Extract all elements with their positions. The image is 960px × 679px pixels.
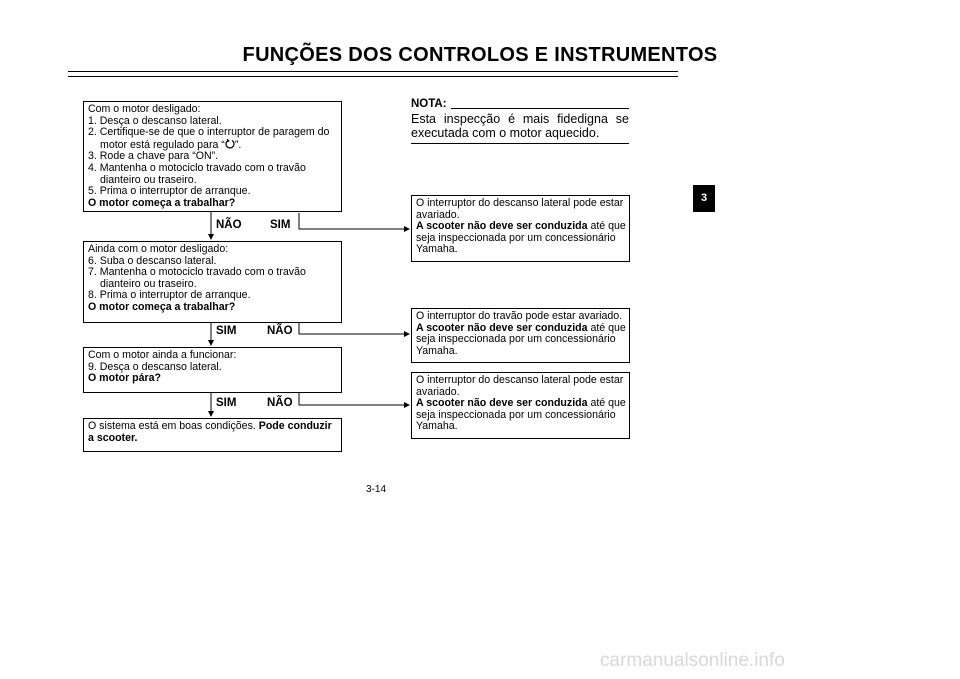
flow-result-box-3: [411, 372, 630, 439]
branch2-right-label: NÃO: [267, 325, 293, 337]
box4-normal-text: O sistema está em boas condições.: [88, 420, 259, 432]
flow-step-box-1: [83, 101, 342, 212]
flow-step-box-2: [83, 241, 342, 323]
box1-line: 2. Certifique-se de que o interruptor de paragem do: [88, 126, 330, 139]
box4-text: [88, 421, 337, 444]
branch3-left-label: SIM: [216, 397, 237, 409]
box1-line: 5. Prima o interruptor de arranque.: [88, 185, 251, 198]
arrowhead-icon: [208, 234, 214, 240]
arrowhead-icon: [404, 402, 410, 408]
run-symbol-icon: [225, 139, 235, 149]
result2-warning: A scooter não deve ser conduzida: [416, 321, 588, 334]
result1-line: avariado.: [416, 208, 460, 221]
result1-line: O interruptor do descanso lateral pode estar: [416, 197, 624, 209]
arrowhead-icon: [208, 340, 214, 346]
note-heading: NOTA:: [411, 98, 447, 110]
box1-line: 4. Mantenha o motociclo travado com o travão: [88, 161, 306, 174]
branch2-left-label: SIM: [216, 325, 237, 337]
result1-line: Yamaha.: [416, 243, 458, 256]
note-line: Esta inspecção é mais fidedigna se: [411, 112, 629, 126]
connector-box1-result1: [299, 213, 406, 229]
section-tab: 3: [693, 185, 715, 212]
result3-warning: A scooter não deve ser conduzida: [416, 397, 588, 410]
box2-line: 6. Suba o descanso lateral.: [88, 254, 217, 267]
box1-line: Com o motor desligado:: [88, 103, 201, 115]
box1-line: 3. Rode a chave para “ON”.: [88, 150, 219, 163]
note-heading-rule: [451, 108, 629, 109]
watermark-footer: carmanualsonline.info: [600, 650, 785, 671]
flow-result-box-ok: [83, 418, 342, 452]
note-body: [411, 112, 629, 140]
branch1-right-label: SIM: [270, 219, 291, 231]
arrowhead-icon: [208, 411, 214, 417]
branch3-right-label: NÃO: [267, 397, 293, 409]
box3-line: 9. Desça o descanso lateral.: [88, 360, 222, 373]
note-bottom-rule: [411, 143, 629, 144]
box2-line: 7. Mantenha o motociclo travado com o travão: [88, 266, 306, 279]
result2-line: O interruptor do travão pode estar avariado.: [416, 310, 623, 322]
result3-after: até que: [587, 397, 626, 410]
result2-line: Yamaha.: [416, 344, 458, 357]
result3-line: O interruptor do descanso lateral pode estar: [416, 374, 624, 386]
page-title: FUNÇÕES DOS CONTROLOS E INSTRUMENTOS: [242, 44, 718, 66]
box2-line: 8. Prima o interruptor de arranque.: [88, 289, 251, 302]
box2-question: O motor começa a trabalhar?: [88, 300, 236, 313]
result3-line: seja inspeccionada por um concessionário: [416, 408, 616, 421]
box3-line: Com o motor ainda a funcionar:: [88, 349, 237, 361]
box4-bold-text: Pode conduzir a scooter.: [88, 420, 332, 444]
box1-question: O motor começa a trabalhar?: [88, 196, 236, 209]
box1-line-text: motor está regulado para “: [100, 138, 225, 151]
result2-after: até que: [587, 321, 626, 334]
connector-box2-result2: [299, 323, 406, 334]
connector-box3-result3: [299, 393, 406, 405]
note-line: executada com o motor aquecido.: [411, 126, 600, 140]
flow-step-box-3: [83, 347, 342, 393]
result2-line: seja inspeccionada por um concessionário: [416, 333, 616, 346]
result1-after: até que: [587, 220, 626, 233]
box2-line: Ainda com o motor desligado:: [88, 243, 229, 255]
arrowhead-icon: [404, 226, 410, 232]
flow-result-box-2: [411, 308, 630, 363]
result3-line: avariado.: [416, 385, 460, 398]
arrowhead-icon: [404, 331, 410, 337]
box2-line: dianteiro ou traseiro.: [100, 277, 197, 290]
flow-result-box-1: [411, 195, 630, 262]
box3-question: O motor pára?: [88, 372, 161, 385]
result1-warning: A scooter não deve ser conduzida: [416, 220, 588, 233]
page-number: 3-14: [365, 484, 386, 495]
branch1-left-label: NÃO: [216, 219, 242, 231]
result1-line: seja inspeccionada por um concessionário: [416, 231, 616, 244]
box1-line: 1. Desça o descanso lateral.: [88, 114, 222, 127]
box1-line-end: ”.: [234, 138, 242, 151]
box1-line: dianteiro ou traseiro.: [100, 173, 197, 186]
result3-line: Yamaha.: [416, 420, 458, 433]
